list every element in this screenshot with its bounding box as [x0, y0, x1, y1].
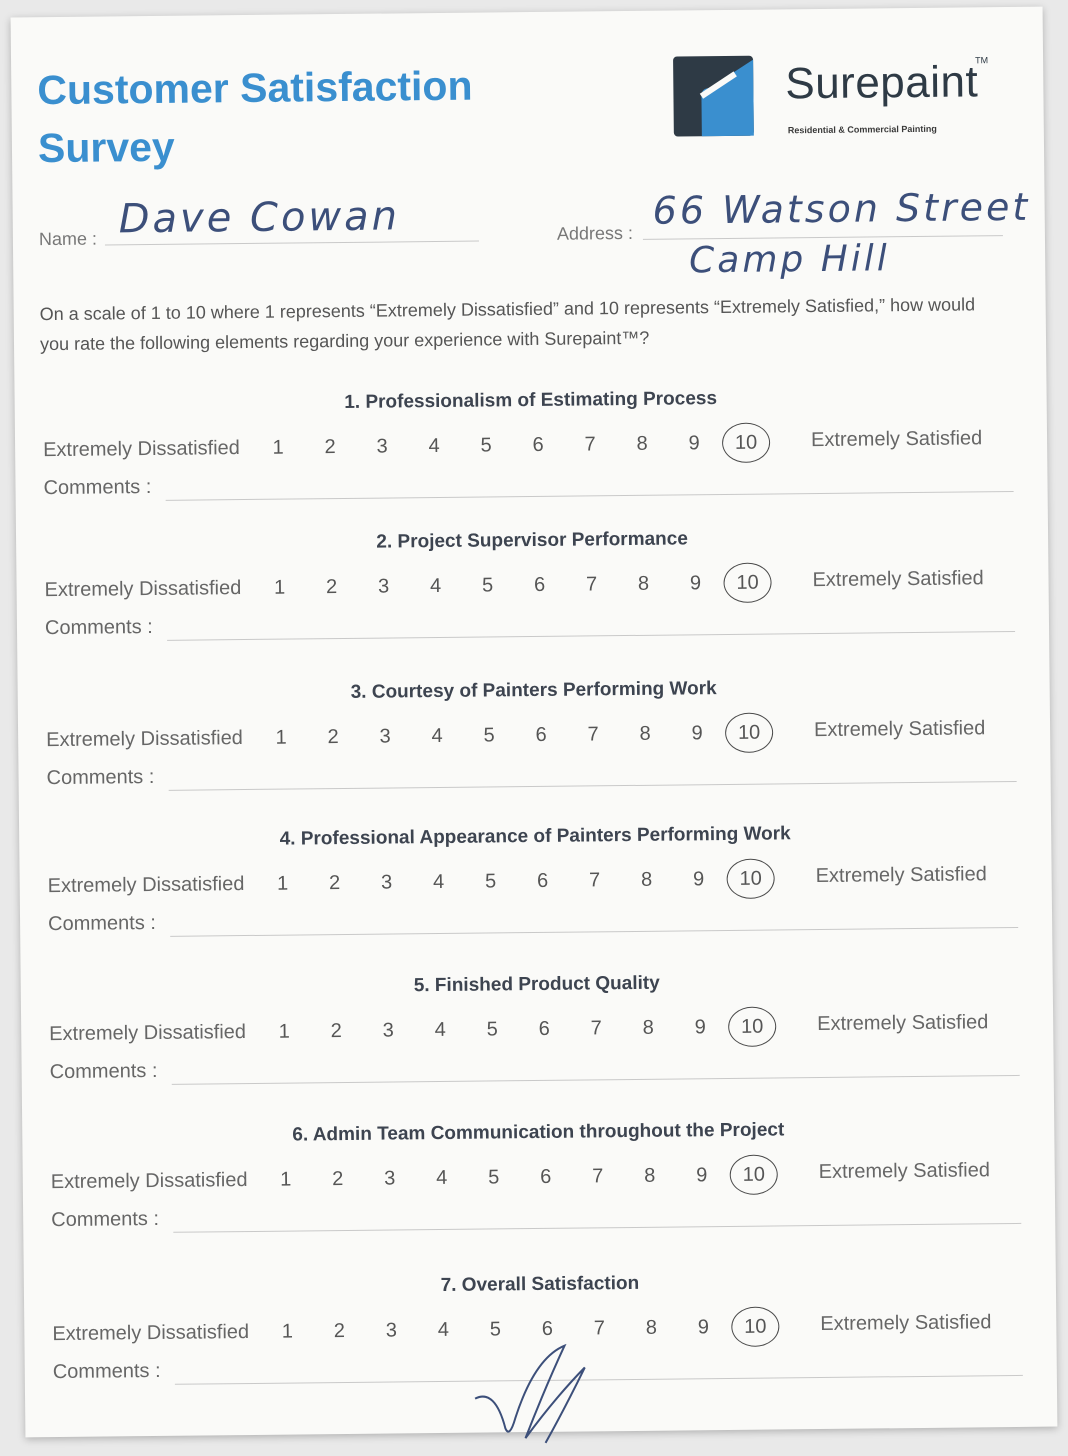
- rating-option-6[interactable]: 6: [538, 1017, 550, 1040]
- rating-option-6[interactable]: 6: [535, 723, 547, 746]
- address-line-2: Camp Hill: [688, 238, 891, 282]
- rating-option-7[interactable]: 7: [584, 433, 596, 456]
- rating-option-6[interactable]: 6: [532, 433, 544, 456]
- question-title: 2. Project Supervisor Performance: [376, 528, 688, 553]
- rating-option-5[interactable]: 5: [483, 724, 495, 747]
- scale-min-label: Extremely Dissatisfied: [44, 577, 242, 602]
- rating-option-3[interactable]: 3: [379, 725, 391, 748]
- rating-option-9[interactable]: 9: [694, 1016, 706, 1039]
- rating-option-7[interactable]: 7: [593, 1317, 606, 1340]
- logo-trademark: TM: [975, 55, 989, 66]
- rating-scale-row: [16, 565, 1048, 608]
- scale-max-label: Extremely Satisfied: [818, 1159, 991, 1184]
- rating-option-5[interactable]: 5: [481, 574, 494, 597]
- question-title: 3. Courtesy of Painters Performing Work: [350, 678, 717, 703]
- rating-option-2[interactable]: 2: [330, 1020, 342, 1043]
- rating-option-1[interactable]: 1: [280, 1168, 292, 1191]
- rating-option-4[interactable]: 4: [431, 724, 443, 748]
- comments-label: Comments :: [46, 765, 155, 790]
- scale-min-label: Extremely Dissatisfied: [50, 1169, 248, 1194]
- rating-option-6[interactable]: 6: [536, 869, 549, 892]
- rating-option-8[interactable]: 8: [637, 572, 650, 595]
- rating-option-4[interactable]: 4: [434, 1018, 446, 1042]
- rating-option-10[interactable]: 10: [739, 1164, 769, 1187]
- surepaint-logo: [671, 49, 1002, 152]
- scale-min-label: Extremely Dissatisfied: [52, 1321, 250, 1346]
- rating-option-1[interactable]: 1: [275, 726, 287, 749]
- rating-scale-row: [20, 861, 1052, 904]
- rating-option-6[interactable]: 6: [533, 573, 546, 596]
- rating-option-8[interactable]: 8: [636, 432, 648, 455]
- rating-option-7[interactable]: 7: [587, 723, 599, 746]
- rating-option-3[interactable]: 3: [385, 1319, 398, 1342]
- rating-option-3[interactable]: 3: [384, 1167, 396, 1190]
- comments-label: Comments :: [47, 911, 157, 936]
- rating-option-10[interactable]: 10: [731, 432, 761, 455]
- question-title: 6. Admin Team Communication throughout the Project: [292, 1119, 785, 1146]
- rating-option-2[interactable]: 2: [328, 872, 341, 895]
- survey-form: [11, 7, 1058, 1438]
- rating-option-1[interactable]: 1: [273, 576, 286, 599]
- signature-mark: [464, 1337, 605, 1448]
- rating-option-7[interactable]: 7: [588, 869, 601, 892]
- rating-option-2[interactable]: 2: [333, 1320, 346, 1343]
- address-label: Address :: [556, 222, 634, 244]
- question-title: 7. Overall Satisfaction: [440, 1272, 640, 1297]
- address-line-1: 66 Watson Street: [652, 184, 1031, 233]
- title-line-2: Survey: [37, 123, 175, 172]
- rating-option-1[interactable]: 1: [272, 436, 284, 459]
- scale-min-label: Extremely Dissatisfied: [49, 1021, 247, 1046]
- rating-option-4[interactable]: 4: [428, 434, 440, 458]
- rating-scale-row: [23, 1157, 1055, 1200]
- rating-option-8[interactable]: 8: [644, 1164, 656, 1187]
- rating-option-4[interactable]: 4: [432, 870, 445, 894]
- comments-label: Comments :: [51, 1207, 160, 1232]
- scale-min-label: Extremely Dissatisfied: [47, 873, 245, 898]
- rating-option-9[interactable]: 9: [692, 868, 705, 891]
- survey-title: [37, 57, 473, 178]
- rating-option-1[interactable]: 1: [281, 1320, 294, 1343]
- logo-mark-icon: [671, 52, 760, 141]
- rating-option-8[interactable]: 8: [645, 1316, 658, 1339]
- question-title: 1. Professionalism of Estimating Process: [344, 388, 718, 413]
- rating-option-2[interactable]: 2: [332, 1168, 344, 1191]
- rating-option-9[interactable]: 9: [696, 1164, 708, 1187]
- rating-option-10[interactable]: 10: [734, 722, 764, 745]
- rating-option-5[interactable]: 5: [486, 1018, 498, 1041]
- rating-option-3[interactable]: 3: [376, 435, 388, 458]
- rating-option-8[interactable]: 8: [642, 1016, 654, 1039]
- intro-text: On a scale of 1 to 10 where 1 represents “Extremely Dissatisfied” and 10 represents “Extremely Satisfied,” how would you rate the following elements regarding your experience with Surepaint™?: [39, 294, 976, 355]
- rating-option-5[interactable]: 5: [488, 1166, 500, 1189]
- rating-option-6[interactable]: 6: [540, 1165, 552, 1188]
- scale-max-label: Extremely Satisfied: [813, 717, 986, 742]
- rating-option-2[interactable]: 2: [327, 726, 339, 749]
- rating-option-7[interactable]: 7: [592, 1165, 604, 1188]
- rating-option-5[interactable]: 5: [480, 434, 492, 457]
- comments-label: Comments :: [52, 1359, 161, 1384]
- rating-option-7[interactable]: 7: [585, 573, 598, 596]
- rating-option-4[interactable]: 4: [437, 1318, 450, 1342]
- comments-label: Comments :: [44, 615, 153, 640]
- comments-line[interactable]: [169, 781, 1017, 791]
- rating-option-4[interactable]: 4: [429, 574, 442, 598]
- scale-max-label: Extremely Satisfied: [812, 567, 984, 592]
- rating-option-9[interactable]: 9: [697, 1316, 710, 1339]
- question-title: 5. Finished Product Quality: [413, 972, 660, 997]
- comments-line[interactable]: [166, 491, 1014, 501]
- comments-line[interactable]: [172, 1075, 1020, 1085]
- rating-option-9[interactable]: 9: [691, 722, 703, 745]
- rating-option-8[interactable]: 8: [639, 722, 651, 745]
- rating-scale-row: [21, 1009, 1053, 1052]
- logo-tagline: Residential & Commercial Painting: [787, 123, 937, 136]
- rating-option-2[interactable]: 2: [324, 436, 336, 459]
- rating-option-5[interactable]: 5: [484, 870, 497, 893]
- rating-scale-row: [18, 715, 1050, 758]
- title-line-1: Customer Satisfaction: [37, 62, 473, 114]
- rating-option-2[interactable]: 2: [325, 576, 338, 599]
- rating-option-1[interactable]: 1: [277, 872, 289, 895]
- rating-option-10[interactable]: 10: [740, 1316, 770, 1339]
- rating-option-3[interactable]: 3: [382, 1019, 394, 1042]
- scale-min-label: Extremely Dissatisfied: [46, 727, 243, 752]
- rating-option-8[interactable]: 8: [640, 868, 653, 891]
- rating-option-5[interactable]: 5: [489, 1318, 502, 1341]
- question-title: 4. Professional Appearance of Painters Performing Work: [279, 823, 791, 850]
- rating-scale-row: [15, 425, 1047, 468]
- scale-max-label: Extremely Satisfied: [815, 863, 987, 888]
- rating-option-10[interactable]: 10: [732, 572, 762, 595]
- comments-line[interactable]: [167, 631, 1015, 641]
- rating-option-10[interactable]: 10: [736, 868, 766, 891]
- rating-option-1[interactable]: 1: [278, 1020, 290, 1043]
- rating-option-3[interactable]: 3: [377, 575, 390, 598]
- comments-line[interactable]: [170, 927, 1018, 937]
- scale-min-label: Extremely Dissatisfied: [43, 437, 240, 462]
- name-value: Dave Cowan: [118, 193, 401, 243]
- rating-option-3[interactable]: 3: [380, 871, 393, 894]
- rating-option-6[interactable]: 6: [541, 1317, 554, 1340]
- rating-option-4[interactable]: 4: [436, 1166, 448, 1190]
- rating-option-9[interactable]: 9: [689, 572, 702, 595]
- rating-option-9[interactable]: 9: [688, 432, 700, 455]
- comments-line[interactable]: [173, 1223, 1021, 1233]
- logo-name: Surepaint: [785, 57, 979, 109]
- scale-max-label: Extremely Satisfied: [817, 1011, 989, 1036]
- comments-label: Comments :: [49, 1059, 158, 1084]
- rating-option-10[interactable]: 10: [737, 1016, 767, 1039]
- scale-max-label: Extremely Satisfied: [820, 1311, 992, 1336]
- comments-label: Comments :: [43, 475, 152, 500]
- scale-max-label: Extremely Satisfied: [810, 427, 983, 452]
- rating-option-7[interactable]: 7: [590, 1017, 602, 1040]
- name-label: Name :: [38, 228, 98, 250]
